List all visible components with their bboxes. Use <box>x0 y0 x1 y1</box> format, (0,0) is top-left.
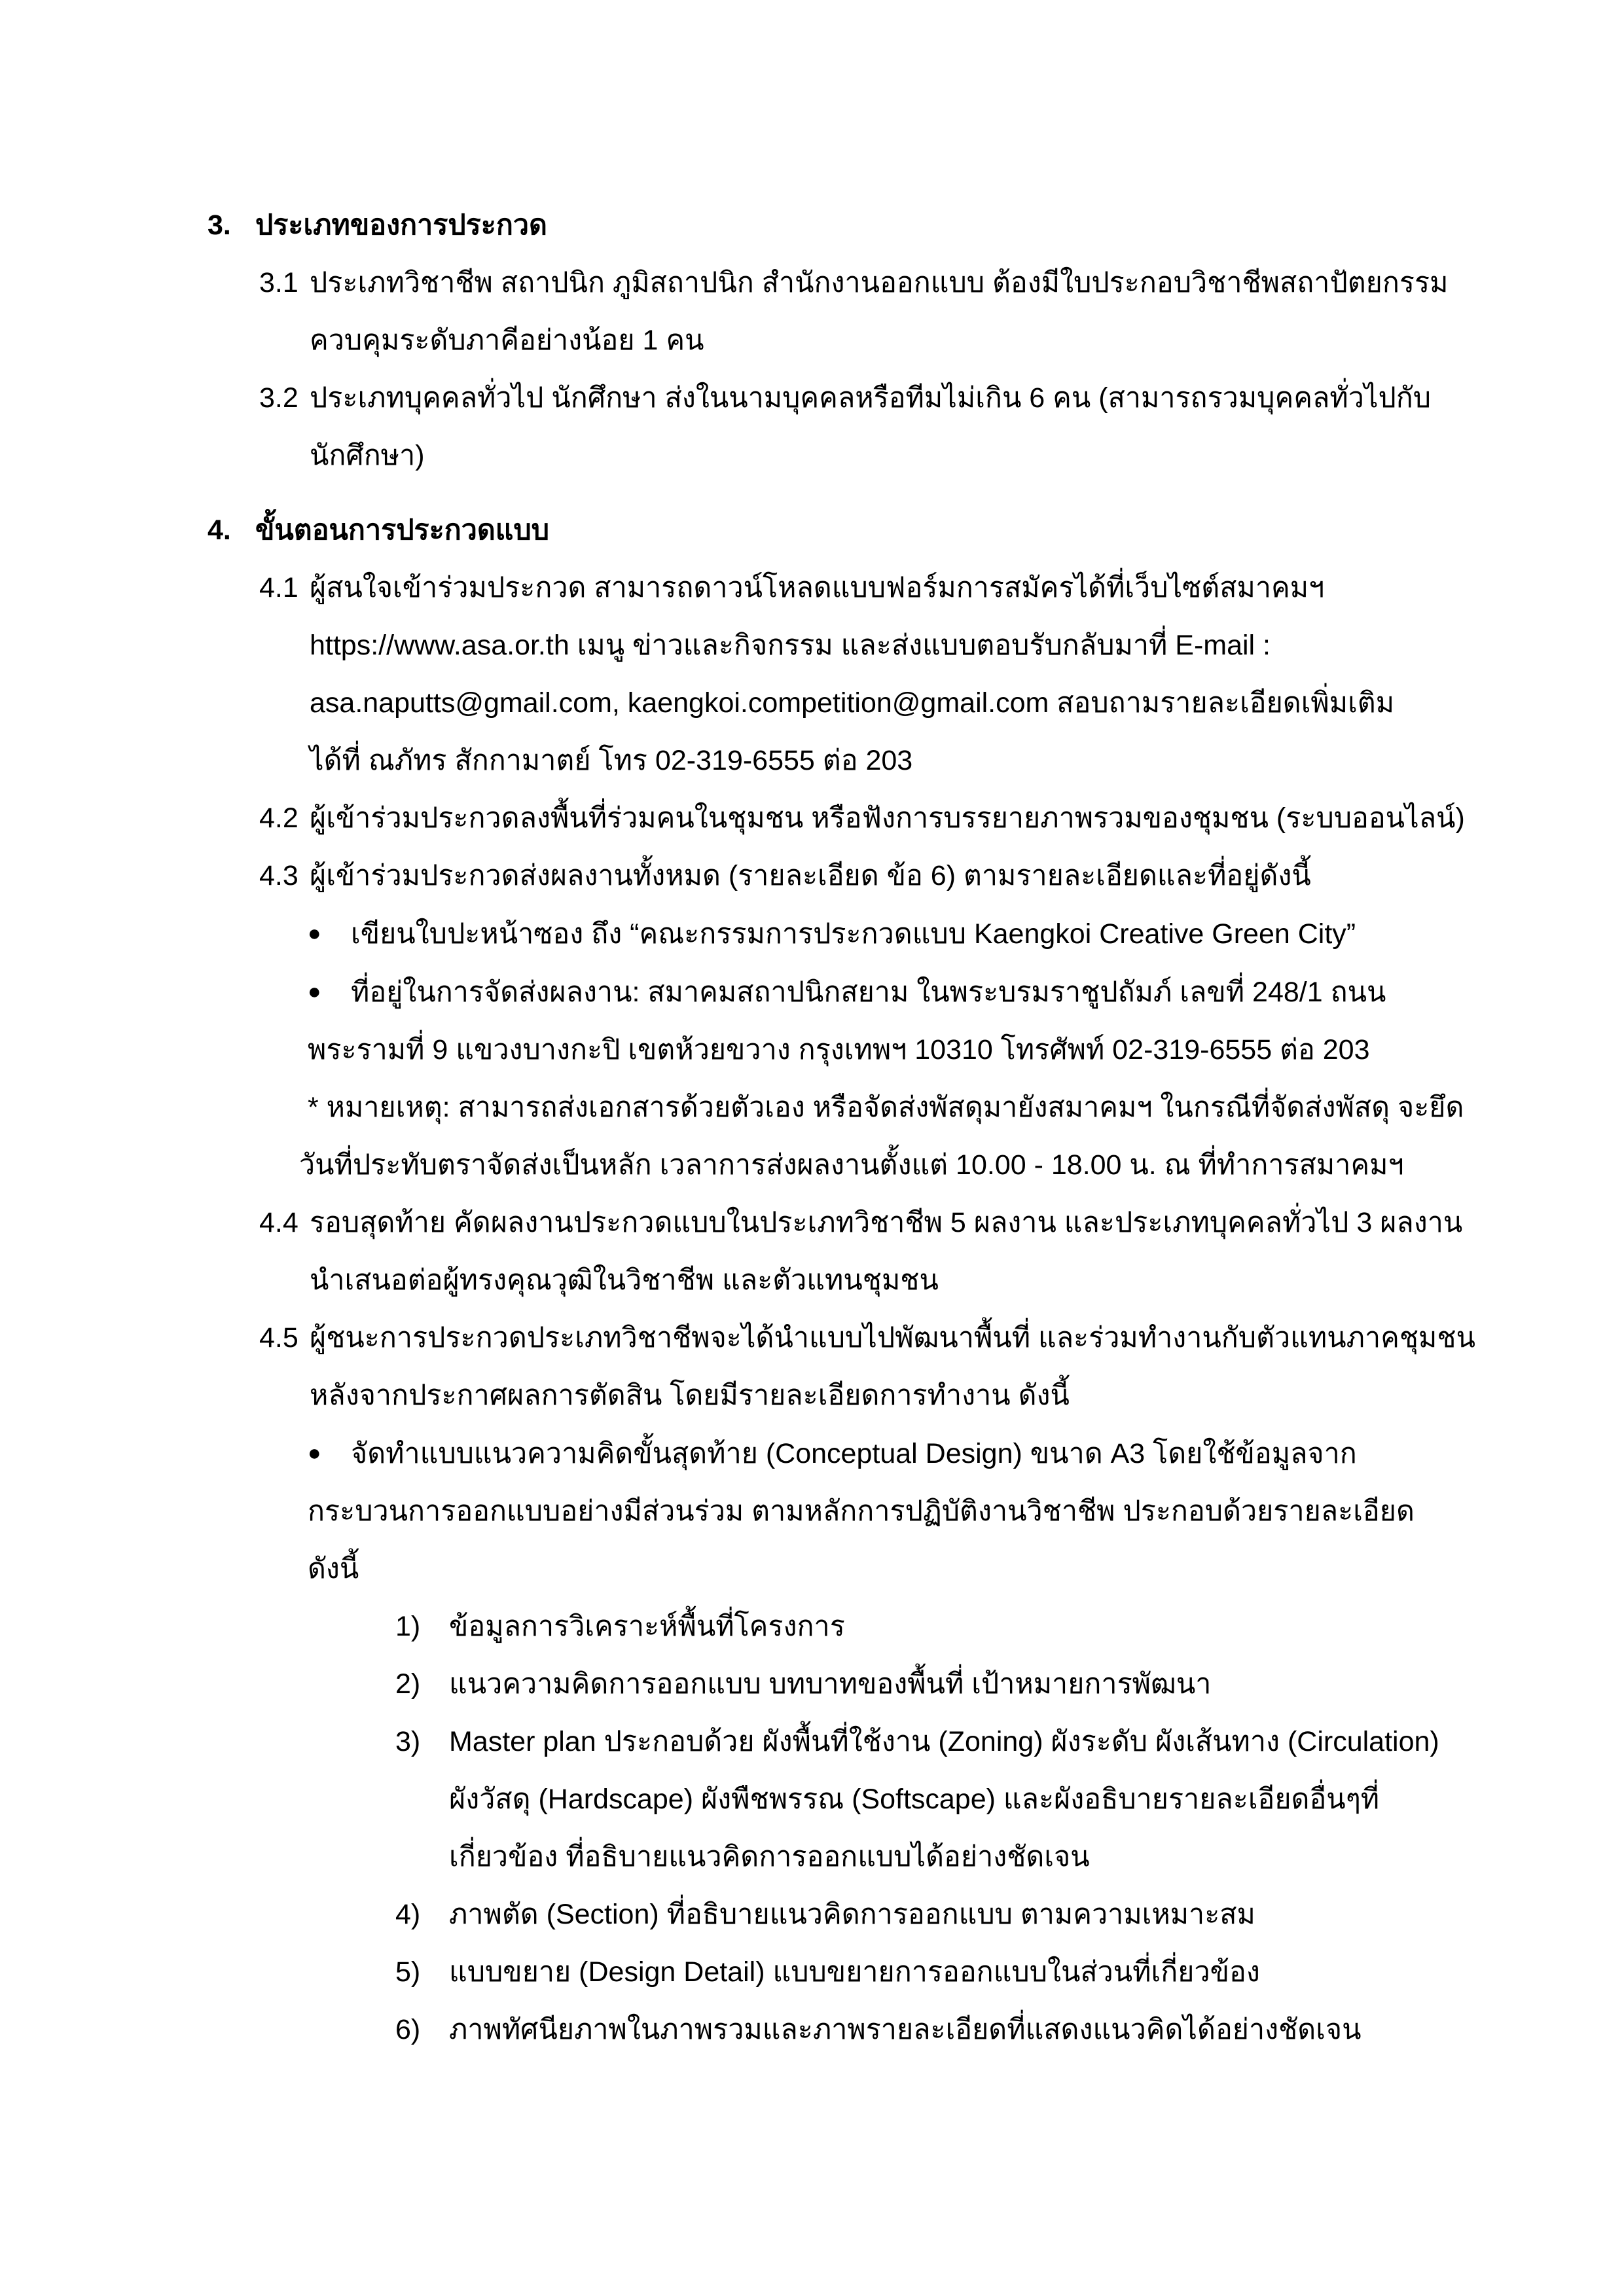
list-item-3-line-2 <box>0 1770 1624 1828</box>
list-item-2-text: แนวความคิดการออกแบบ บทบาทของพื้นที่ เป้าหมายการพัฒนา <box>449 1668 1212 1700</box>
bullet-address-text-2: พระรามที่ 9 แขวงบางกะปิ เขตห้วยขวาง กรุงเทพฯ 10310 โทรศัพท์ 02-319-6555 ต่อ 203 <box>308 1034 1370 1066</box>
item-4-1-text-4: ได้ที่ ณภัทร สักกามาตย์ โทร 02-319-6555 ต่อ 203 <box>310 745 913 776</box>
note-text-1: * หมายเหตุ: สามารถส่งเอกสารด้วยตัวเอง หรือจัดส่งพัสดุมายังสมาคมฯ ในกรณีที่จัดส่งพัสดุ จะยึด <box>308 1092 1464 1123</box>
list-item-2-number: 2) <box>395 1668 421 1700</box>
list-item-6-number: 6) <box>395 2014 421 2045</box>
bullet-conceptual-line-2 <box>0 1482 1624 1540</box>
list-item-4 <box>0 1886 1624 1943</box>
item-3-2-text-2: นักศึกษา) <box>310 440 425 471</box>
bullet-conceptual-text-2: กระบวนการออกแบบอย่างมีส่วนร่วม ตามหลักการปฏิบัติงานวิชาชีพ ประกอบด้วยรายละเอียด <box>308 1496 1415 1527</box>
item-4-4-text-1: รอบสุดท้าย คัดผลงานประกวดแบบในประเภทวิชาชีพ 5 ผลงาน และประเภทบุคคลทั่วไป 3 ผลงาน <box>310 1207 1463 1238</box>
item-4-4-number: 4.4 <box>259 1207 298 1238</box>
bullet-icon: ● <box>308 921 321 946</box>
list-item-6-text: ภาพทัศนียภาพในภาพรวมและภาพรายละเอียดที่แสดงแนวคิดได้อย่างชัดเจน <box>449 2014 1362 2045</box>
item-4-5-line-1 <box>0 1309 1624 1367</box>
item-4-5-text-1: ผู้ชนะการประกวดประเภทวิชาชีพจะได้นำแบบไปพัฒนาพื้นที่ และร่วมทำงานกับตัวแทนภาคชุมชน <box>310 1322 1475 1354</box>
item-3-1-text-2: ควบคุมระดับภาคีอย่างน้อย 1 คน <box>310 325 704 356</box>
note-line-2 <box>0 1136 1624 1194</box>
item-4-3-number: 4.3 <box>259 860 298 891</box>
item-4-2-text-1: ผู้เข้าร่วมประกวดลงพื้นที่ร่วมคนในชุมชน หรือฟังการบรรยายภาพรวมของชุมชน (ระบบออนไลน์) <box>310 802 1465 834</box>
item-4-3-text-1: ผู้เข้าร่วมประกวดส่งผลงานทั้งหมด (รายละเอียด ข้อ 6) ตามรายละเอียดและที่อยู่ดังนี้ <box>310 860 1311 891</box>
bullet-icon: ● <box>308 979 321 1004</box>
item-4-5-number: 4.5 <box>259 1322 298 1354</box>
item-4-1-text-1: ผู้สนใจเข้าร่วมประกวด สามารถดาวน์โหลดแบบฟอร์มการสมัครได้ที่เว็บไซต์สมาคมฯ <box>310 572 1325 603</box>
item-4-1-line-4 <box>0 732 1624 789</box>
list-item-1-text: ข้อมูลการวิเคราะห์พื้นที่โครงการ <box>449 1611 845 1642</box>
item-4-4-text-2: นำเสนอต่อผู้ทรงคุณวุฒิในวิชาชีพ และตัวแทนชุมชน <box>310 1265 939 1296</box>
bullet-address-text-1: ที่อยู่ในการจัดส่งผลงาน: สมาคมสถาปนิกสยาม ในพระบรมราชูปถัมภ์ เลขที่ 248/1 ถนน <box>351 977 1386 1008</box>
item-4-3-line-1 <box>0 847 1624 905</box>
item-3-1-text-1: ประเภทวิชาชีพ สถาปนิก ภูมิสถาปนิก สำนักงานออกแบบ ต้องมีใบประกอบวิชาชีพสถาปัตยกรรม <box>310 267 1449 298</box>
item-3-2-line-2 <box>0 427 1624 484</box>
bullet-icon: ● <box>308 1441 321 1465</box>
item-4-1-line-1 <box>0 559 1624 617</box>
item-4-5-line-2 <box>0 1367 1624 1424</box>
item-3-2-text-1: ประเภทบุคคลทั่วไป นักศึกษา ส่งในนามบุคคลหรือทีมไม่เกิน 6 คน (สามารถรวมบุคคลทั่วไปกับ <box>310 382 1432 414</box>
note-text-2: วันที่ประทับตราจัดส่งเป็นหลัก เวลาการส่งผลงานตั้งแต่ 10.00 - 18.00 น. ณ ที่ทำการสมาคมฯ <box>299 1149 1404 1181</box>
item-3-2-number: 3.2 <box>259 382 298 414</box>
list-item-3-line-1 <box>0 1713 1624 1770</box>
list-item-4-text: ภาพตัด (Section) ที่อธิบายแนวคิดการออกแบบ ตามความเหมาะสม <box>449 1899 1255 1930</box>
item-3-2-line-1 <box>0 369 1624 427</box>
bullet-address-line-2 <box>0 1021 1624 1079</box>
list-item-5 <box>0 1943 1624 2001</box>
section-3-heading <box>0 196 1624 254</box>
bullet-conceptual-line-3 <box>0 1540 1624 1598</box>
item-3-1-line-1 <box>0 254 1624 312</box>
section-4-heading-text: ขั้นตอนการประกวดแบบ <box>255 514 550 546</box>
item-4-5-text-2: หลังจากประกาศผลการตัดสิน โดยมีรายละเอียดการทำงาน ดังนี้ <box>310 1380 1070 1411</box>
item-4-4-line-1 <box>0 1194 1624 1251</box>
item-4-1-text-3: asa.naputts@gmail.com, kaengkoi.competition@gmail.com สอบถามรายละเอียดเพิ่มเติม <box>310 687 1395 719</box>
bullet-address-line-1 <box>0 963 1624 1021</box>
section-3-heading-text: ประเภทของการประกวด <box>255 209 547 241</box>
list-item-1-number: 1) <box>395 1611 421 1642</box>
list-item-3-text-3: เกี่ยวข้อง ที่อธิบายแนวคิดการออกแบบได้อย่างชัดเจน <box>449 1841 1090 1873</box>
bullet-conceptual-text-1: จัดทำแบบแนวความคิดขั้นสุดท้าย (Conceptual Design) ขนาด A3 โดยใช้ข้อมูลจาก <box>351 1438 1357 1469</box>
item-4-2-number: 4.2 <box>259 802 298 834</box>
item-4-1-line-2 <box>0 617 1624 674</box>
list-item-3-text-1: Master plan ประกอบด้วย ผังพื้นที่ใช้งาน (Zoning) ผังระดับ ผังเส้นทาง (Circulation) <box>449 1726 1439 1757</box>
bullet-conceptual-line-1 <box>0 1424 1624 1482</box>
bullet-envelope-text: เขียนใบปะหน้าซอง ถึง “คณะกรรมการประกวดแบบ Kaengkoi Creative Green City” <box>351 918 1356 950</box>
list-item-3-line-3 <box>0 1828 1624 1886</box>
item-4-1-line-3 <box>0 674 1624 732</box>
item-4-1-text-2: https://www.asa.or.th เมนู ข่าวและกิจกรรม และส่งแบบตอบรับกลับมาที่ E-mail : <box>310 630 1271 661</box>
list-item-1 <box>0 1598 1624 1655</box>
item-4-2-line-1 <box>0 789 1624 847</box>
list-item-3-text-2: ผังวัสดุ (Hardscape) ผังพืชพรรณ (Softscape) และผังอธิบายรายละเอียดอื่นๆที่ <box>449 1784 1380 1815</box>
section-3-number: 3. <box>208 209 231 241</box>
list-item-2 <box>0 1655 1624 1713</box>
list-item-5-text: แบบขยาย (Design Detail) แบบขยายการออกแบบในส่วนที่เกี่ยวข้อง <box>449 1956 1260 1988</box>
item-3-1-line-2 <box>0 312 1624 369</box>
list-item-4-number: 4) <box>395 1899 421 1930</box>
section-4-heading <box>0 501 1624 559</box>
list-item-6 <box>0 2001 1624 2058</box>
list-item-3-number: 3) <box>395 1726 421 1757</box>
bullet-conceptual-text-3: ดังนี้ <box>308 1553 359 1585</box>
item-4-1-number: 4.1 <box>259 572 298 603</box>
item-4-4-line-2 <box>0 1251 1624 1309</box>
section-4-number: 4. <box>208 514 231 546</box>
bullet-envelope-line-1 <box>0 905 1624 963</box>
item-3-1-number: 3.1 <box>259 267 298 298</box>
note-line-1 <box>0 1079 1624 1136</box>
list-item-5-number: 5) <box>395 1956 421 1988</box>
